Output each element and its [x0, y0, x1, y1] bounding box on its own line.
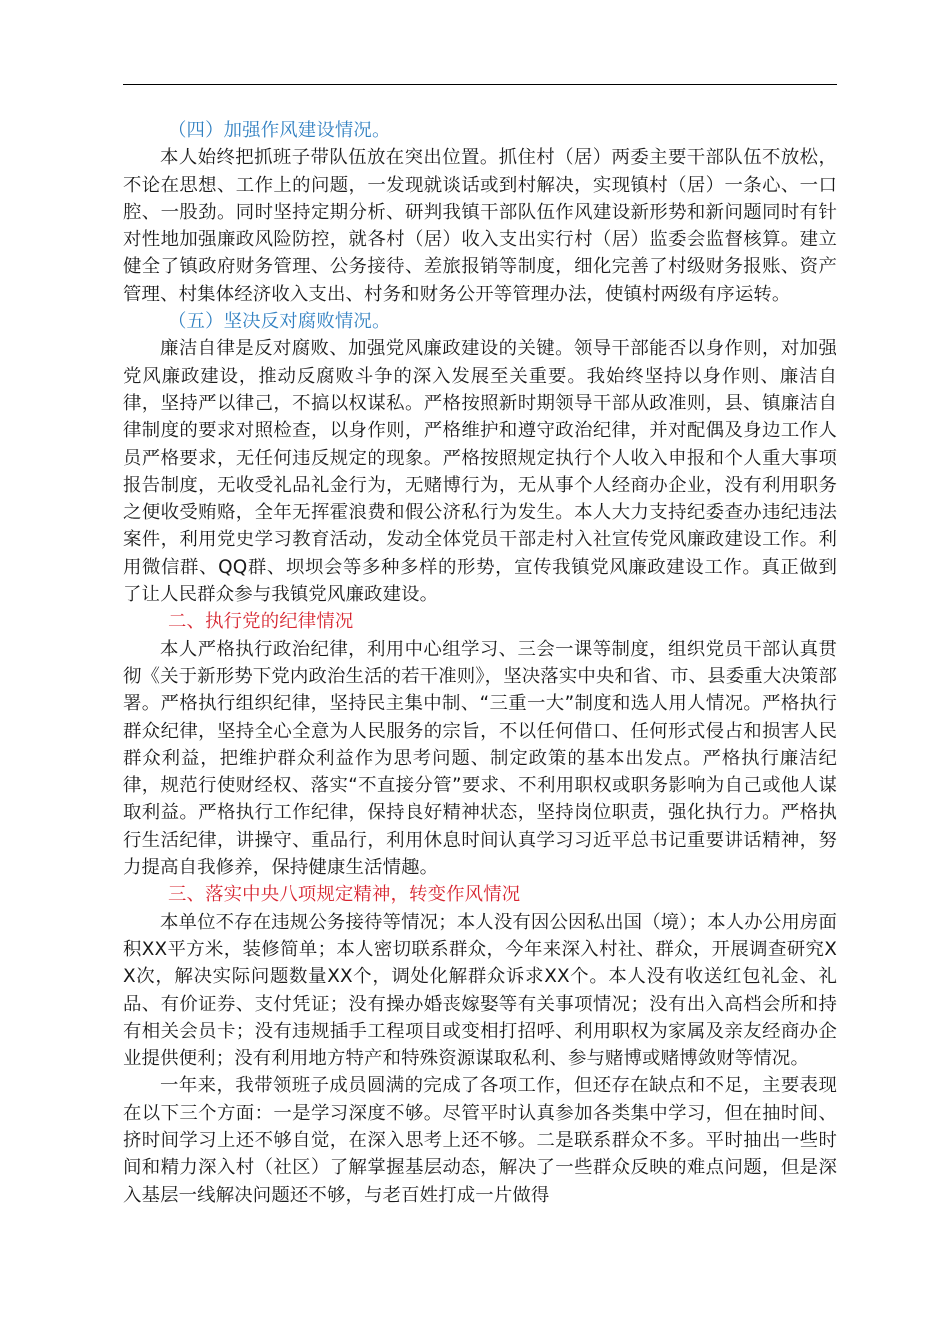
paragraph-work-style: 本人始终把抓班子带队伍放在突出位置。抓住村（居）两委主要干部队伍不放松，不论在思想、工作上的问题，一发现就谈话或到村解决，实现镇村（居）一条心、一口腔、一股劲。同时坚持定期分析、研判我镇干部队伍作风建设新形势和新问题同时有针对性地加强廉政风险防控，就各村（居）收入支出实行村（居）监委会监督核算。建立健全了镇政府财务管理、公务接待、差旅报销等制度，细化完善了村级财务报账、资产管理、村集体经济收入支出、村务和财务公开等管理办法，使镇村两级有序运转。 — [123, 147, 837, 305]
header-rule — [123, 84, 837, 85]
document-body — [123, 117, 837, 1209]
section-heading-eight-rules: 三、落实中央八项规定精神，转变作风情况 — [168, 884, 521, 906]
paragraph-shortcomings: 一年来，我带领班子成员圆满的完成了各项工作，但还存在缺点和不足，主要表现在以下三个方面：一是学习深度不够。尽管平时认真参加各类集中学习，但在抽时间、挤时间学习上还不够自觉，在深入思考上还不够。二是联系群众不多。平时抽出一些时间和精力深入村（社区）了解掌握基层动态，解决了一些群众反映的难点问题，但是深入基层一线解决问题还不够，与老百姓打成一片做得 — [123, 1075, 837, 1206]
paragraph-anti-corruption: 廉洁自律是反对腐败、加强党风廉政建设的关键。领导干部能否以身作则，对加强党风廉政建设，推动反腐败斗争的深入发展至关重要。我始终坚持以身作则、廉洁自律，坚持严以律己，不搞以权谋私。严格按照新时期领导干部从政准则，县、镇廉洁自律制度的要求对照检查，以身作则，严格维护和遵守政治纪律，并对配偶及身边工作人员严格要求，无任何违反规定的现象。严格按照规定执行个人收入申报和个人重大事项报告制度，无收受礼品礼金行为，无赌博行为，无从事个人经商办企业，没有利用职务之便收受贿赂，全年无挥霍浪费和假公济私行为发生。本人大力支持纪委查办违纪违法案件，利用党史学习教育活动，发动全体党员干部走村入社宣传党风廉政建设工作。利用微信群、QQ群、坝坝会等多种多样的形势，宣传我镇党风廉政建设工作。真正做到了让人民群众参与我镇党风廉政建设。 — [123, 338, 837, 606]
paragraph-party-discipline: 本人严格执行政治纪律，利用中心组学习、三会一课等制度，组织党员干部认真贯彻《关于新形势下党内政治生活的若干准则》，坚决落实中央和省、市、县委重大决策部署。严格执行组织纪律，坚持民主集中制、“三重一大”制度和选人用人情况。严格执行群众纪律，坚持全心全意为人民服务的宗旨，不以任何借口、任何形式侵占和损害人民群众利益，把维护群众利益作为思考问题、制定政策的基本出发点。严格执行廉洁纪律，规范行使财经权、落实“不直接分管”要求、不利用职权或职务影响为自己或他人谋取利益。严格执行工作纪律，保持良好精神状态，坚持岗位职责，强化执行力。严格执行生活纪律，讲操守、重品行，利用休息时间认真学习习近平总书记重要讲话精神，努力提高自我修养，保持健康生活情趣。 — [123, 638, 837, 879]
section-heading-work-style: （四）加强作风建设情况。 — [168, 120, 391, 141]
paragraph-eight-rules: 本单位不存在违规公务接待等情况；本人没有因公因私出国（境）；本人办公用房面积XX平方米，装修简单；本人密切联系群众，今年来深入村社、群众，开展调查研究XX次，解决实际问题数量XX个，调处化解群众诉求XX个。本人没有收送红包礼金、礼品、有价证券、支付凭证；没有操办婚丧嫁娶等有关事项情况；没有出入高档会所和持有相关会员卡；没有违规插手工程项目或变相打招呼、利用职权为家属及亲友经商办企业提供便利；没有利用地方特产和特殊资源谋取私利、参与赌博或赌博敛财等情况。 — [123, 911, 837, 1070]
section-heading-party-discipline: 二、执行党的纪律情况 — [168, 611, 354, 633]
section-heading-anti-corruption: （五）坚决反对腐败情况。 — [168, 311, 391, 333]
